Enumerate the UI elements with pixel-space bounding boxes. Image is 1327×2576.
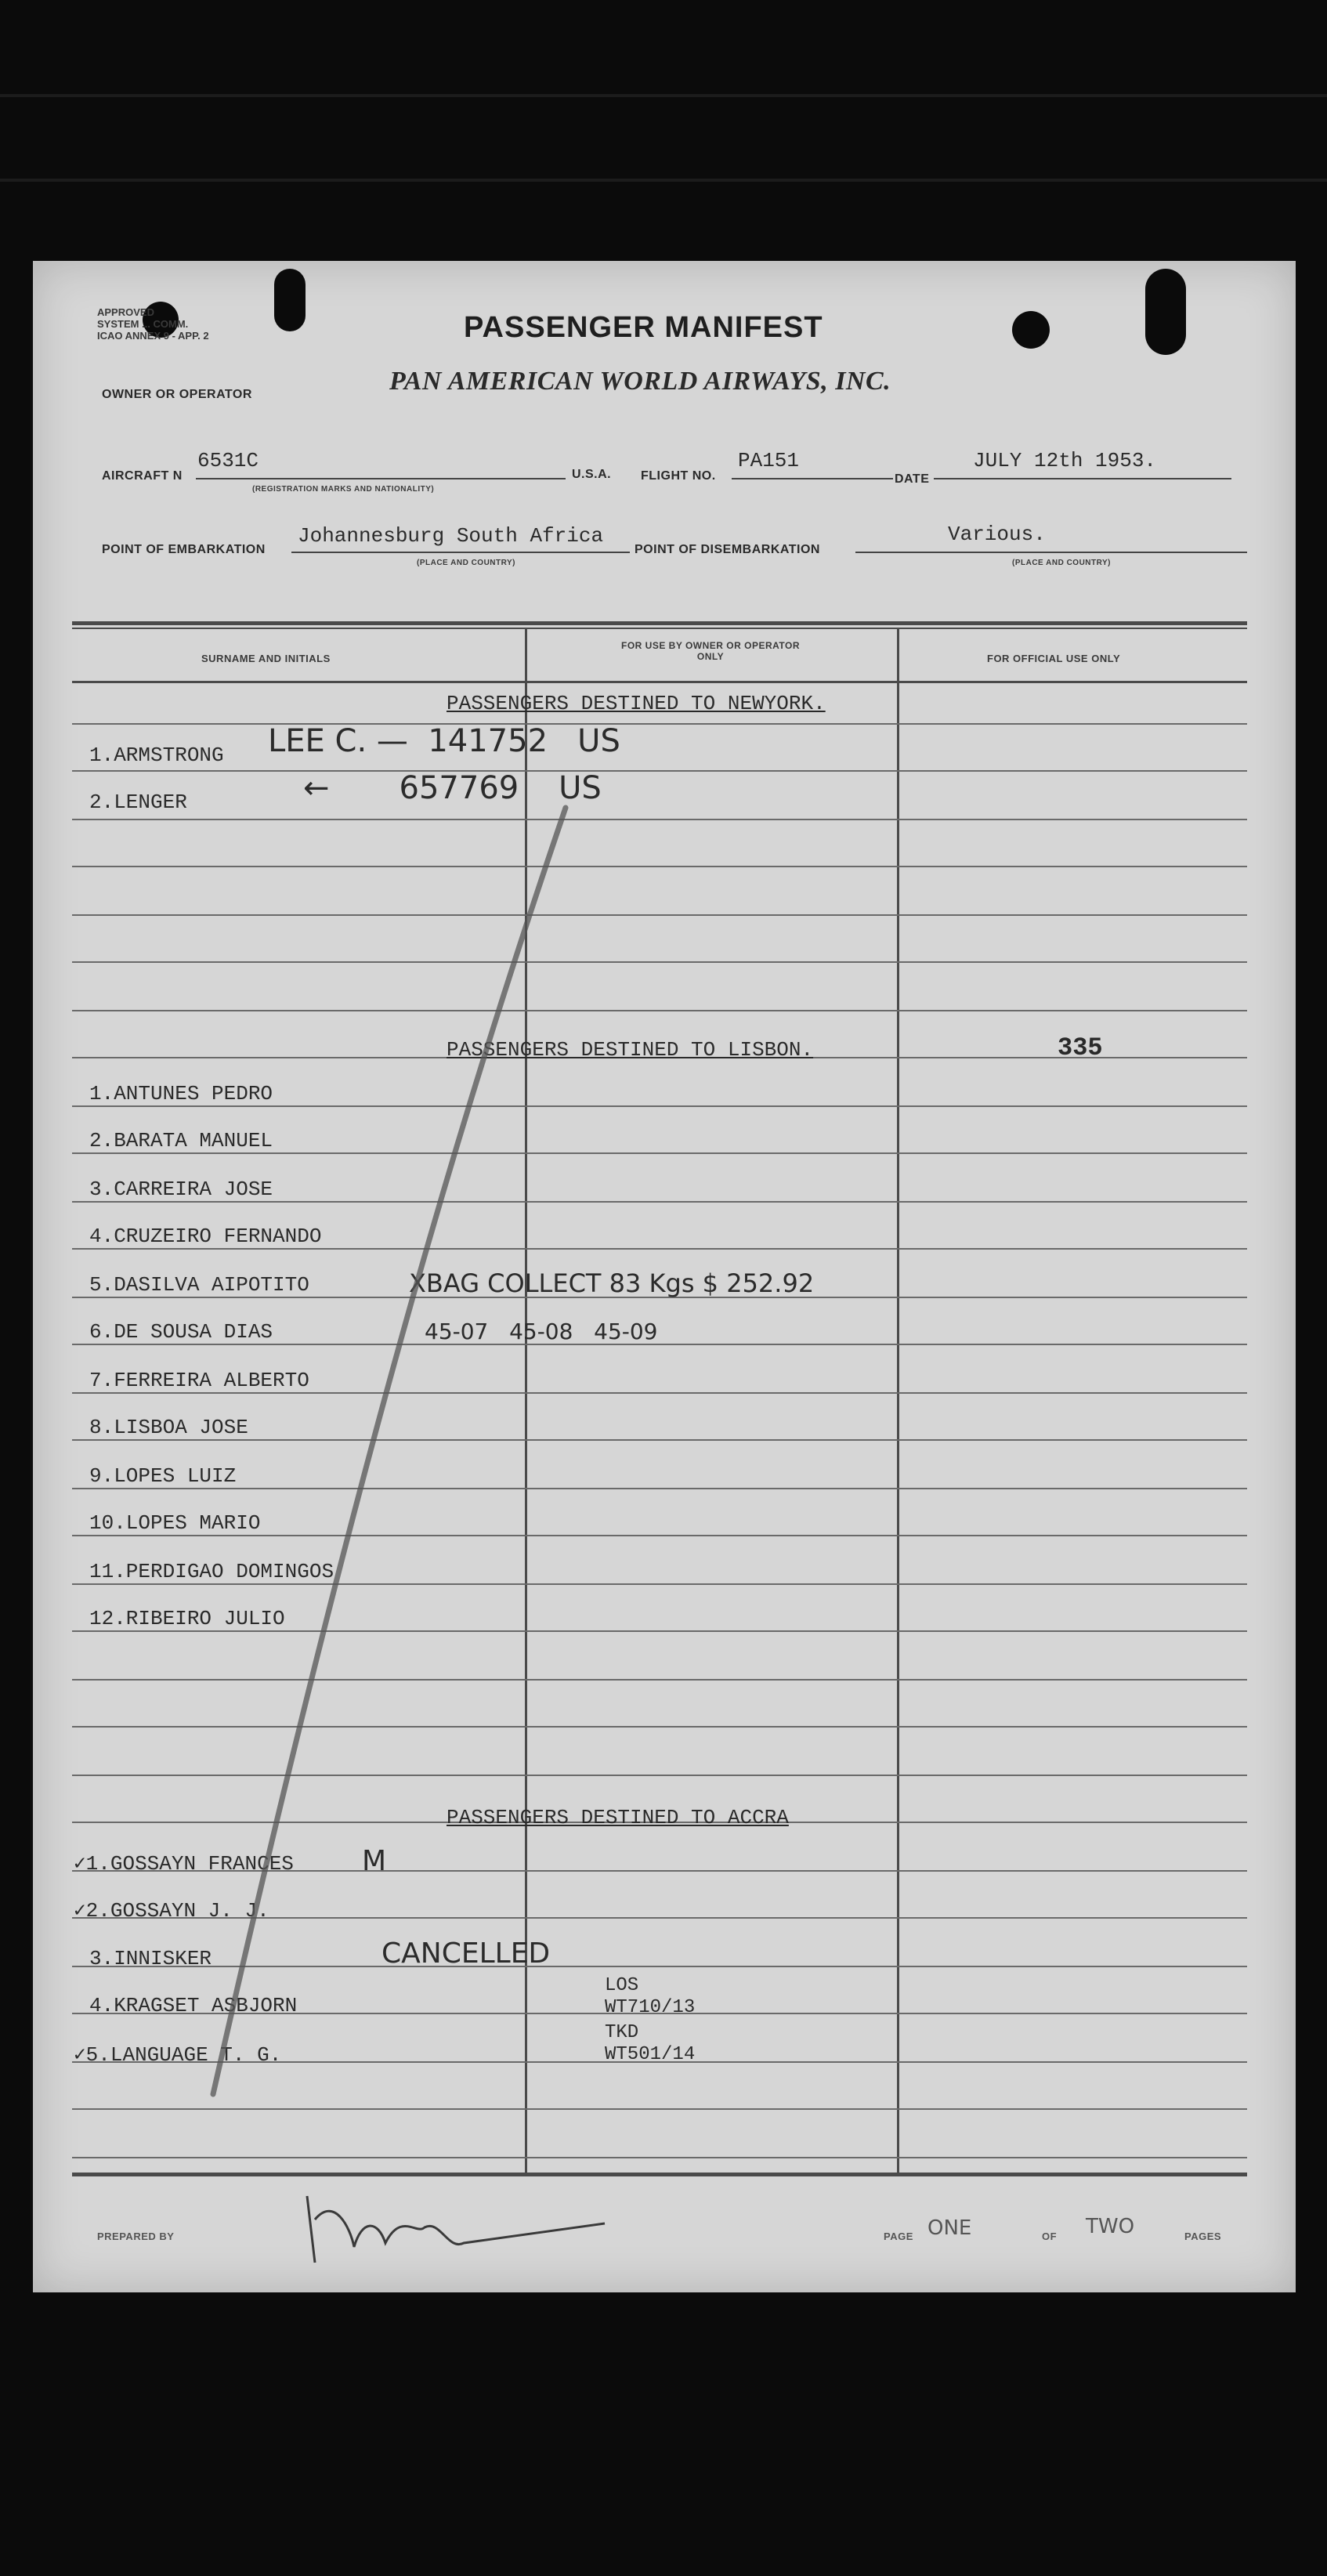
header-surname: SURNAME AND INITIALS xyxy=(201,653,331,664)
header-operator: FOR USE BY OWNER OR OPERATOR ONLY xyxy=(620,640,801,662)
embark-label: POINT OF EMBARKATION xyxy=(102,543,266,556)
passenger-name: ✓5.LANGUAGE T. G. xyxy=(74,2043,282,2067)
of-label: OF xyxy=(1042,2230,1058,2242)
passenger-note: ← 657769 US xyxy=(303,770,602,806)
passenger-name: 10.LOPES MARIO xyxy=(89,1511,261,1535)
passenger-name: 1.ANTUNES PEDRO xyxy=(89,1082,273,1105)
passenger-name: 4.KRAGSET ASBJORN xyxy=(89,1994,298,2017)
passenger-name: 4.CRUZEIRO FERNANDO xyxy=(89,1225,322,1248)
pencil-stroke xyxy=(33,261,1296,2292)
passenger-note: LOS WT710/13 xyxy=(605,1975,696,2018)
owner-value: PAN AMERICAN WORLD AIRWAYS, INC. xyxy=(389,367,891,396)
passenger-note: CANCELLED xyxy=(381,1937,551,1970)
flight-label: FLIGHT NO. xyxy=(641,469,716,483)
passenger-name: 6.DE SOUSA DIAS xyxy=(89,1320,273,1344)
flight-value: PA151 xyxy=(738,449,800,472)
passenger-name: ✓2.GOSSAYN J. J. xyxy=(74,1899,269,1923)
disembark-caption: (PLACE AND COUNTRY) xyxy=(1012,559,1111,567)
pages-label: PAGES xyxy=(1184,2230,1222,2242)
approval-line: ICAO ANNEX 9 - APP. 2 xyxy=(97,330,209,342)
owner-label: OWNER OR OPERATOR xyxy=(102,388,252,401)
passenger-note: XBAG COLLECT 83 Kgs $ 252.92 xyxy=(409,1268,815,1298)
official-code: 335 xyxy=(1058,1033,1103,1062)
passenger-note: 45-07 45-08 45-09 xyxy=(425,1319,658,1344)
aircraft-caption: (REGISTRATION MARKS AND NATIONALITY) xyxy=(252,485,435,494)
page-title: PASSENGER MANIFEST xyxy=(464,311,823,344)
passenger-name: 3.CARREIRA JOSE xyxy=(89,1178,273,1201)
passenger-name: ✓1.GOSSAYN FRANCES xyxy=(74,1852,294,1876)
scan-edge xyxy=(0,179,1327,182)
page-value: ONE xyxy=(927,2216,972,2240)
passenger-name: 8.LISBOA JOSE xyxy=(89,1416,248,1439)
date-value: JULY 12th 1953. xyxy=(973,449,1157,472)
passenger-name: 11.PERDIGAO DOMINGOS xyxy=(89,1560,334,1583)
passenger-note: M xyxy=(362,1845,387,1877)
of-value: TWO xyxy=(1086,2215,1135,2238)
scan-edge xyxy=(0,94,1327,97)
signature xyxy=(291,2173,620,2274)
section-heading-accra: PASSENGERS DESTINED TO ACCRA xyxy=(447,1806,789,1829)
disembark-label: POINT OF DISEMBARKATION xyxy=(635,543,820,556)
passenger-name: 9.LOPES LUIZ xyxy=(89,1464,237,1488)
passenger-name: 3.INNISKER xyxy=(89,1947,212,1970)
prepared-by-label: PREPARED BY xyxy=(97,2230,175,2242)
manifest-page xyxy=(33,261,1296,2292)
passenger-name: 7.FERREIRA ALBERTO xyxy=(89,1369,309,1392)
aircraft-label: AIRCRAFT N xyxy=(102,469,183,483)
embark-value: Johannesburg South Africa xyxy=(298,524,604,548)
approval-line: APPROVED xyxy=(97,306,154,318)
section-heading-lisbon: PASSENGERS DESTINED TO LISBON. xyxy=(447,1038,814,1062)
date-label: DATE xyxy=(895,472,930,486)
table-bottom-rule xyxy=(72,2173,1247,2176)
passenger-note: TKD WT501/14 xyxy=(605,2022,696,2065)
passenger-name: 1.ARMSTRONG xyxy=(89,743,224,767)
embark-caption: (PLACE AND COUNTRY) xyxy=(417,559,515,567)
section-heading-newyork: PASSENGERS DESTINED TO NEWYORK. xyxy=(447,692,826,715)
header-official: FOR OFFICIAL USE ONLY xyxy=(987,653,1121,664)
passenger-name: 12.RIBEIRO JULIO xyxy=(89,1607,285,1630)
passenger-note: LEE C. — 141752 US xyxy=(268,723,620,759)
disembark-value: Various. xyxy=(948,523,1046,546)
passenger-name: 2.BARATA MANUEL xyxy=(89,1129,273,1152)
aircraft-value: 6531C xyxy=(197,449,259,472)
passenger-name: 2.LENGER xyxy=(89,791,187,814)
approval-line: SYSTEM ... COMM. xyxy=(97,318,189,330)
nationality: U.S.A. xyxy=(572,468,612,481)
passenger-name: 5.DASILVA AIPOTITO xyxy=(89,1273,309,1297)
page-label: PAGE xyxy=(884,2230,913,2242)
